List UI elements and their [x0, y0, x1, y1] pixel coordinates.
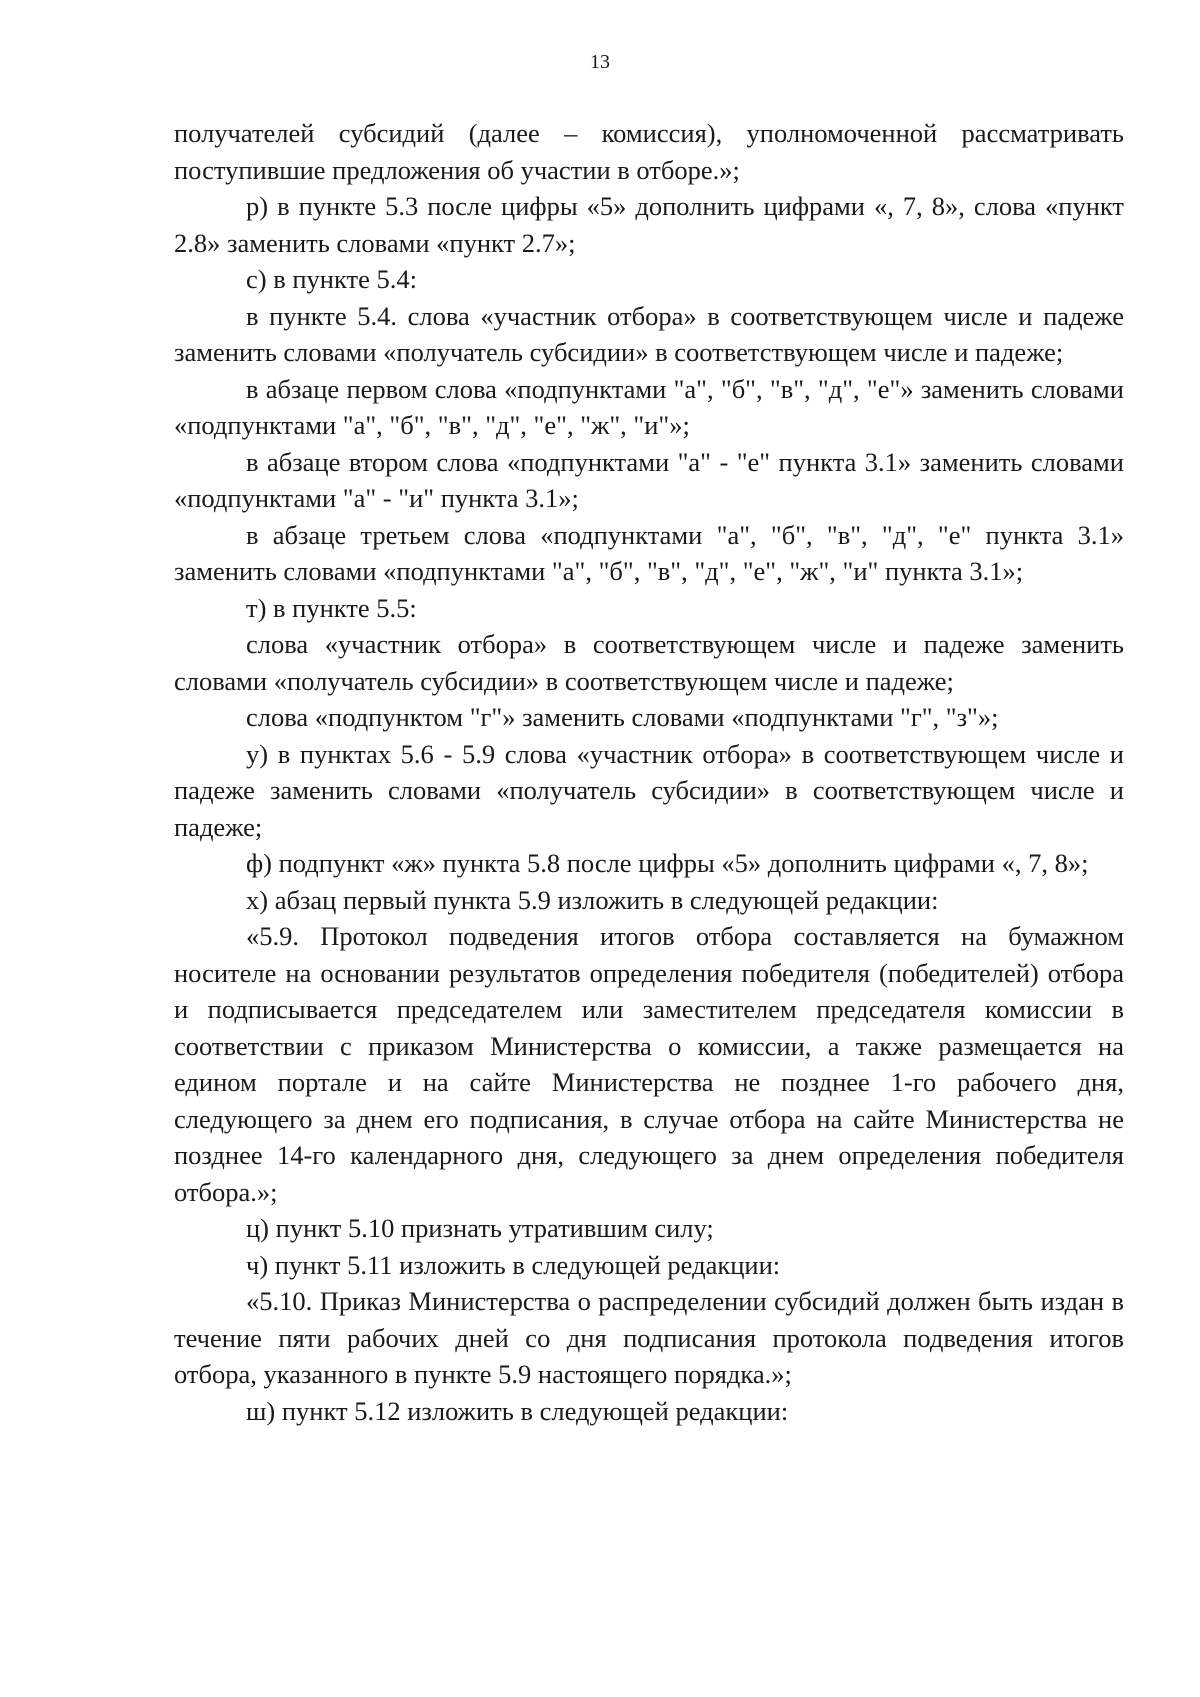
paragraph-item-ch: ч) пункт 5.11 изложить в следующей редакции: [246, 1249, 781, 1280]
document-body [174, 115, 1124, 1429]
page-number: 13 [590, 51, 610, 73]
paragraph-item-s-4: в абзаце третьем слова «подпунктами "а", "б", "в", "д", "е" пункта 3.1» заменить словами «подпунктами "а", "б", "в", "д", "е", "ж", "и" пункта 3.1»; [174, 519, 1124, 586]
paragraph-quote-5-9: «5.9. Протокол подведения итогов отбора составляется на бумажном носителе на основании результатов определения победителя (победителей) отбора и подписывается председателем или заместителем председателя комиссии в соответствии с приказом Министерства о комиссии, а также размещается на едином портале и на сайте Министерства не позднее 1-го рабочего дня, следующего за днем его подписания, в случае отбора на сайте Министерства не позднее 14-го календарного дня, следующего за днем определения победителя отбора.»; [174, 921, 1124, 1207]
paragraph-item-s-2: в абзаце первом слова «подпунктами "а", "б", "в", "д", "е"» заменить словами «подпунктами "а", "б", "в", "д", "е", "ж", "и"»; [174, 373, 1124, 440]
paragraph-item-s: с) в пункте 5.4: [246, 264, 417, 294]
paragraph-item-s-3: в абзаце втором слова «подпунктами "а" - "е" пункта 3.1» заменить словами «подпунктами "а" - "и" пункта 3.1»; [174, 446, 1124, 513]
paragraph-item-sh: ш) пункт 5.12 изложить в следующей редакции: [246, 1395, 789, 1426]
paragraph-item-ts: ц) пункт 5.10 признать утратившим силу; [246, 1213, 714, 1243]
paragraph-item-s-1: в пункте 5.4. слова «участник отбора» в соответствующем числе и падеже заменить словами «получатель субсидии» в соответствующем числе и падеже; [174, 300, 1124, 367]
paragraph-item-t-1: слова «участник отбора» в соответствующем числе и падеже заменить словами «получатель субсидии» в соответствующем числе и падеже; [174, 629, 1124, 696]
paragraph-item-t: т) в пункте 5.5: [246, 592, 417, 623]
paragraph-item-f: ф) подпункт «ж» пункта 5.8 после цифры «5» дополнить цифрами «, 7, 8»; [246, 848, 1089, 878]
paragraph-item-t-2: слова «подпунктом "г"» заменить словами «подпунктами "г", "з"»; [246, 702, 999, 732]
paragraph-item-r: р) в пункте 5.3 после цифры «5» дополнить цифрами «, 7, 8», слова «пункт 2.8» заменить словами «пункт 2.7»; [174, 191, 1124, 258]
paragraph-quote-5-10: «5.10. Приказ Министерства о распределении субсидий должен быть издан в течение пяти рабочих дней со дня подписания протокола подведения итогов отбора, указанного в пункте 5.9 настоящего порядка.»; [174, 1286, 1124, 1389]
paragraph-continuation: получателей субсидий (далее – комиссия), уполномоченной рассматривать поступившие предложения об участии в отборе.»; [174, 118, 1124, 185]
paragraph-item-kh: х) абзац первый пункта 5.9 изложить в следующей редакции: [246, 884, 939, 915]
paragraph-item-u: у) в пунктах 5.6 - 5.9 слова «участник отбора» в соответствующем числе и падеже заменить словами «получатель субсидии» в соответствующем числе и падеже; [174, 738, 1124, 842]
